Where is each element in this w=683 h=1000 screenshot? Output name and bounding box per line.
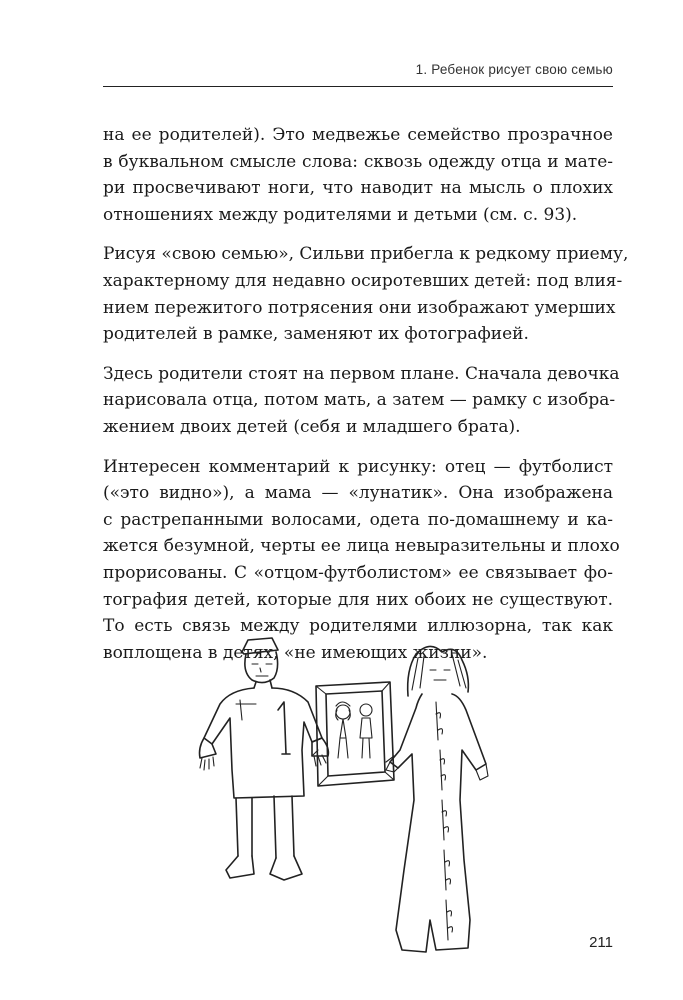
text-line: То есть связь между родителями иллюзорна, так как (103, 616, 613, 637)
text-line: родителей в рамке, заменяют их фотографией. (103, 324, 529, 345)
text-line: Рисуя «свою семью», Сильви прибегла к редкому приему, (103, 244, 629, 265)
text-line: с растрепанными волосами, одета по-домашнему и ка- (103, 509, 613, 530)
text-line: Интересен комментарий к рисунку: отец — футболист (103, 456, 613, 477)
text-line: нием пережитого потрясения они изображают умерших (103, 297, 616, 318)
mother-figure (386, 646, 488, 952)
page-number: 211 (589, 934, 613, 951)
text-line: в буквальном смысле слова: сквозь одежду отца и мате- (103, 151, 613, 172)
text-line: прорисованы. С «отцом-футболистом» ее связывает фо- (103, 562, 613, 583)
text-line: нарисовала отца, потом мать, а затем — рамку с изобра- (103, 390, 616, 411)
text-line: жется безумной, черты ее лица невыразительны и плохо (103, 536, 620, 557)
family-drawing-illustration (190, 630, 510, 960)
text-line: отношениях между родителями и детьми (см. с. 93). (103, 204, 578, 225)
paragraph-1 (103, 122, 613, 228)
text-line: воплощена в детях, «не имеющих жизни». (103, 642, 488, 663)
text-line: («это видно»), а мама — «лунатик». Она изображена (103, 483, 613, 504)
shirt-number: 1 (280, 742, 281, 743)
text-line: характерному для недавно осиротевших детей: под влия- (103, 270, 623, 291)
running-header: 1. Ребенок рисует свою семью (415, 62, 613, 77)
header-rule (103, 86, 613, 87)
father-figure (200, 638, 329, 880)
text-line: на ее родителей). Это медвежье семейство прозрачное (103, 125, 613, 145)
text-line: тография детей, которые для них обоих не существуют. (103, 589, 613, 610)
text-line: жением двоих детей (себя и младшего брата). (103, 416, 521, 437)
photo-frame (316, 682, 394, 786)
body-text (103, 122, 629, 679)
text-line: Здесь родители стоят на первом плане. Сначала девочка (103, 363, 620, 384)
paragraph-2 (103, 241, 629, 347)
paragraph-3 (103, 361, 620, 441)
text-line: ри просвечивают ноги, что наводит на мысль о плохих (103, 178, 613, 199)
child-drawing-svg (190, 630, 510, 960)
